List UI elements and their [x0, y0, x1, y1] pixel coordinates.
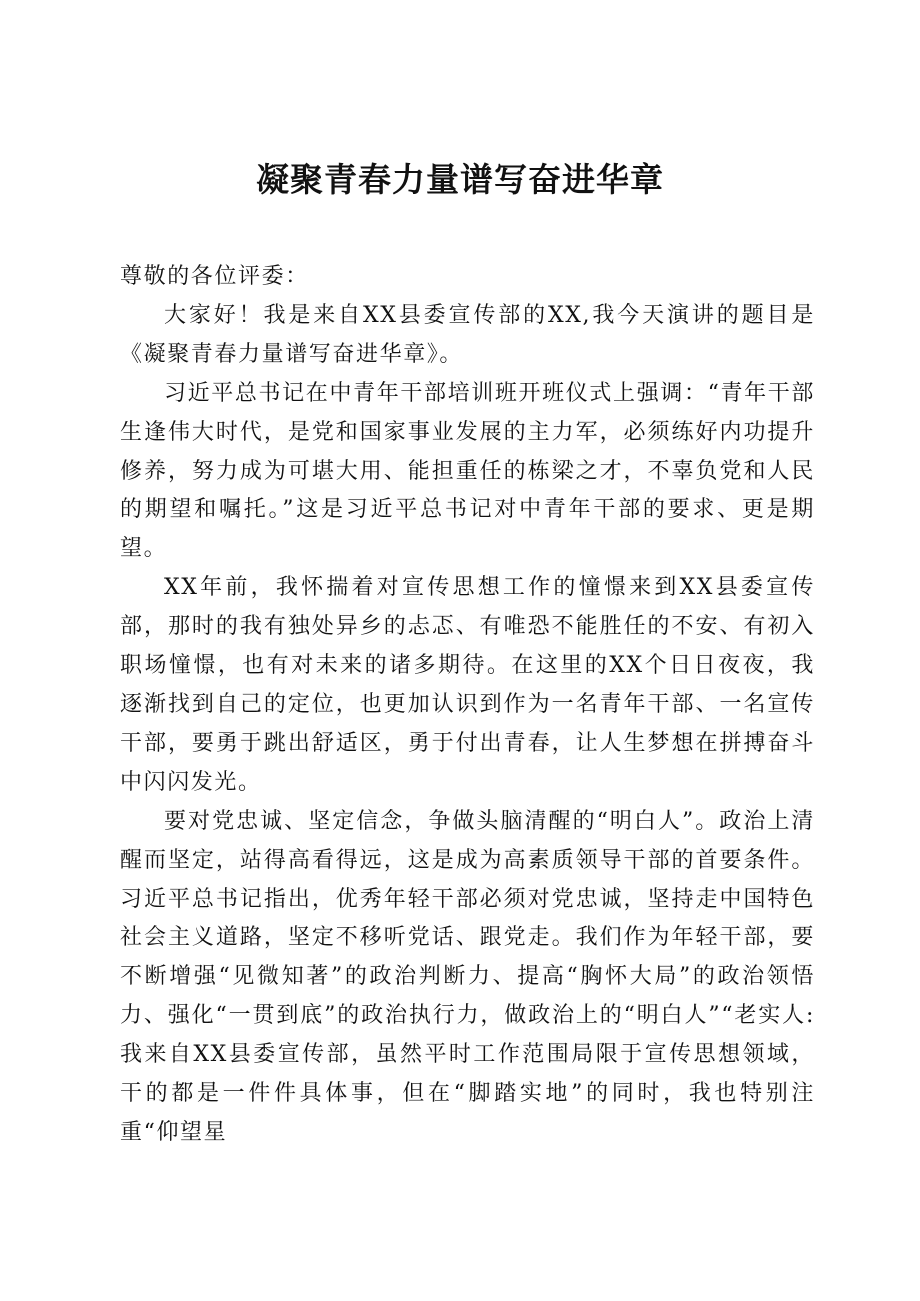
- document-body: [120, 258, 815, 1153]
- paragraph-greeting: 大家好！我是来自XX县委宣传部的XX,我今天演讲的题目是《凝聚青春力量谱写奋进华章》。: [120, 302, 815, 367]
- salutation: 尊敬的各位评委：: [120, 264, 309, 289]
- document-title: 凝聚青春力量谱写奋进华章: [256, 160, 664, 199]
- paragraph-quote: 习近平总书记在中青年干部培训班开班仪式上强调：“青年干部生逢伟大时代，是党和国家事业发展的主力军，必须练好内功提升修养，努力成为可堪大用、能担重任的栋梁之才，不辜负党和人民的期望和嘱托。”这是习近平总书记对中青年干部的要求、更是期望。: [120, 380, 815, 562]
- paragraph-loyalty: 要对党忠诚、坚定信念，争做头脑清醒的“明白人”。政治上清醒而坚定，站得高看得远，这是成为高素质领导干部的首要条件。习近平总书记指出，优秀年轻干部必须对党忠诚，坚持走中国特色社会主义道路，坚定不移听党话、跟党走。我们作为年轻干部，要不断增强“见微知著”的政治判断力、提高“胸怀大局”的政治领悟力、强化“一贯到底”的政治执行力，做政治上的“明白人”“老实人:我来自XX县委宣传部，虽然平时工作范围局限于宣传思想领域，干的都是一件件具体事，但在“脚踏实地”的同时，我也特别注重“仰望星: [120, 808, 815, 1145]
- paragraph-experience: XX年前，我怀揣着对宣传思想工作的憧憬来到XX县委宣传部，那时的我有独处异乡的忐忑、有唯恐不能胜任的不安、有初入职场憧憬，也有对未来的诸多期待。在这里的XX个日日夜夜，我逐渐找到自己的定位，也更加认识到作为一名青年干部、一名宣传干部，要勇于跳出舒适区，勇于付出青春，让人生梦想在拼搏奋斗中闪闪发光。: [120, 575, 815, 795]
